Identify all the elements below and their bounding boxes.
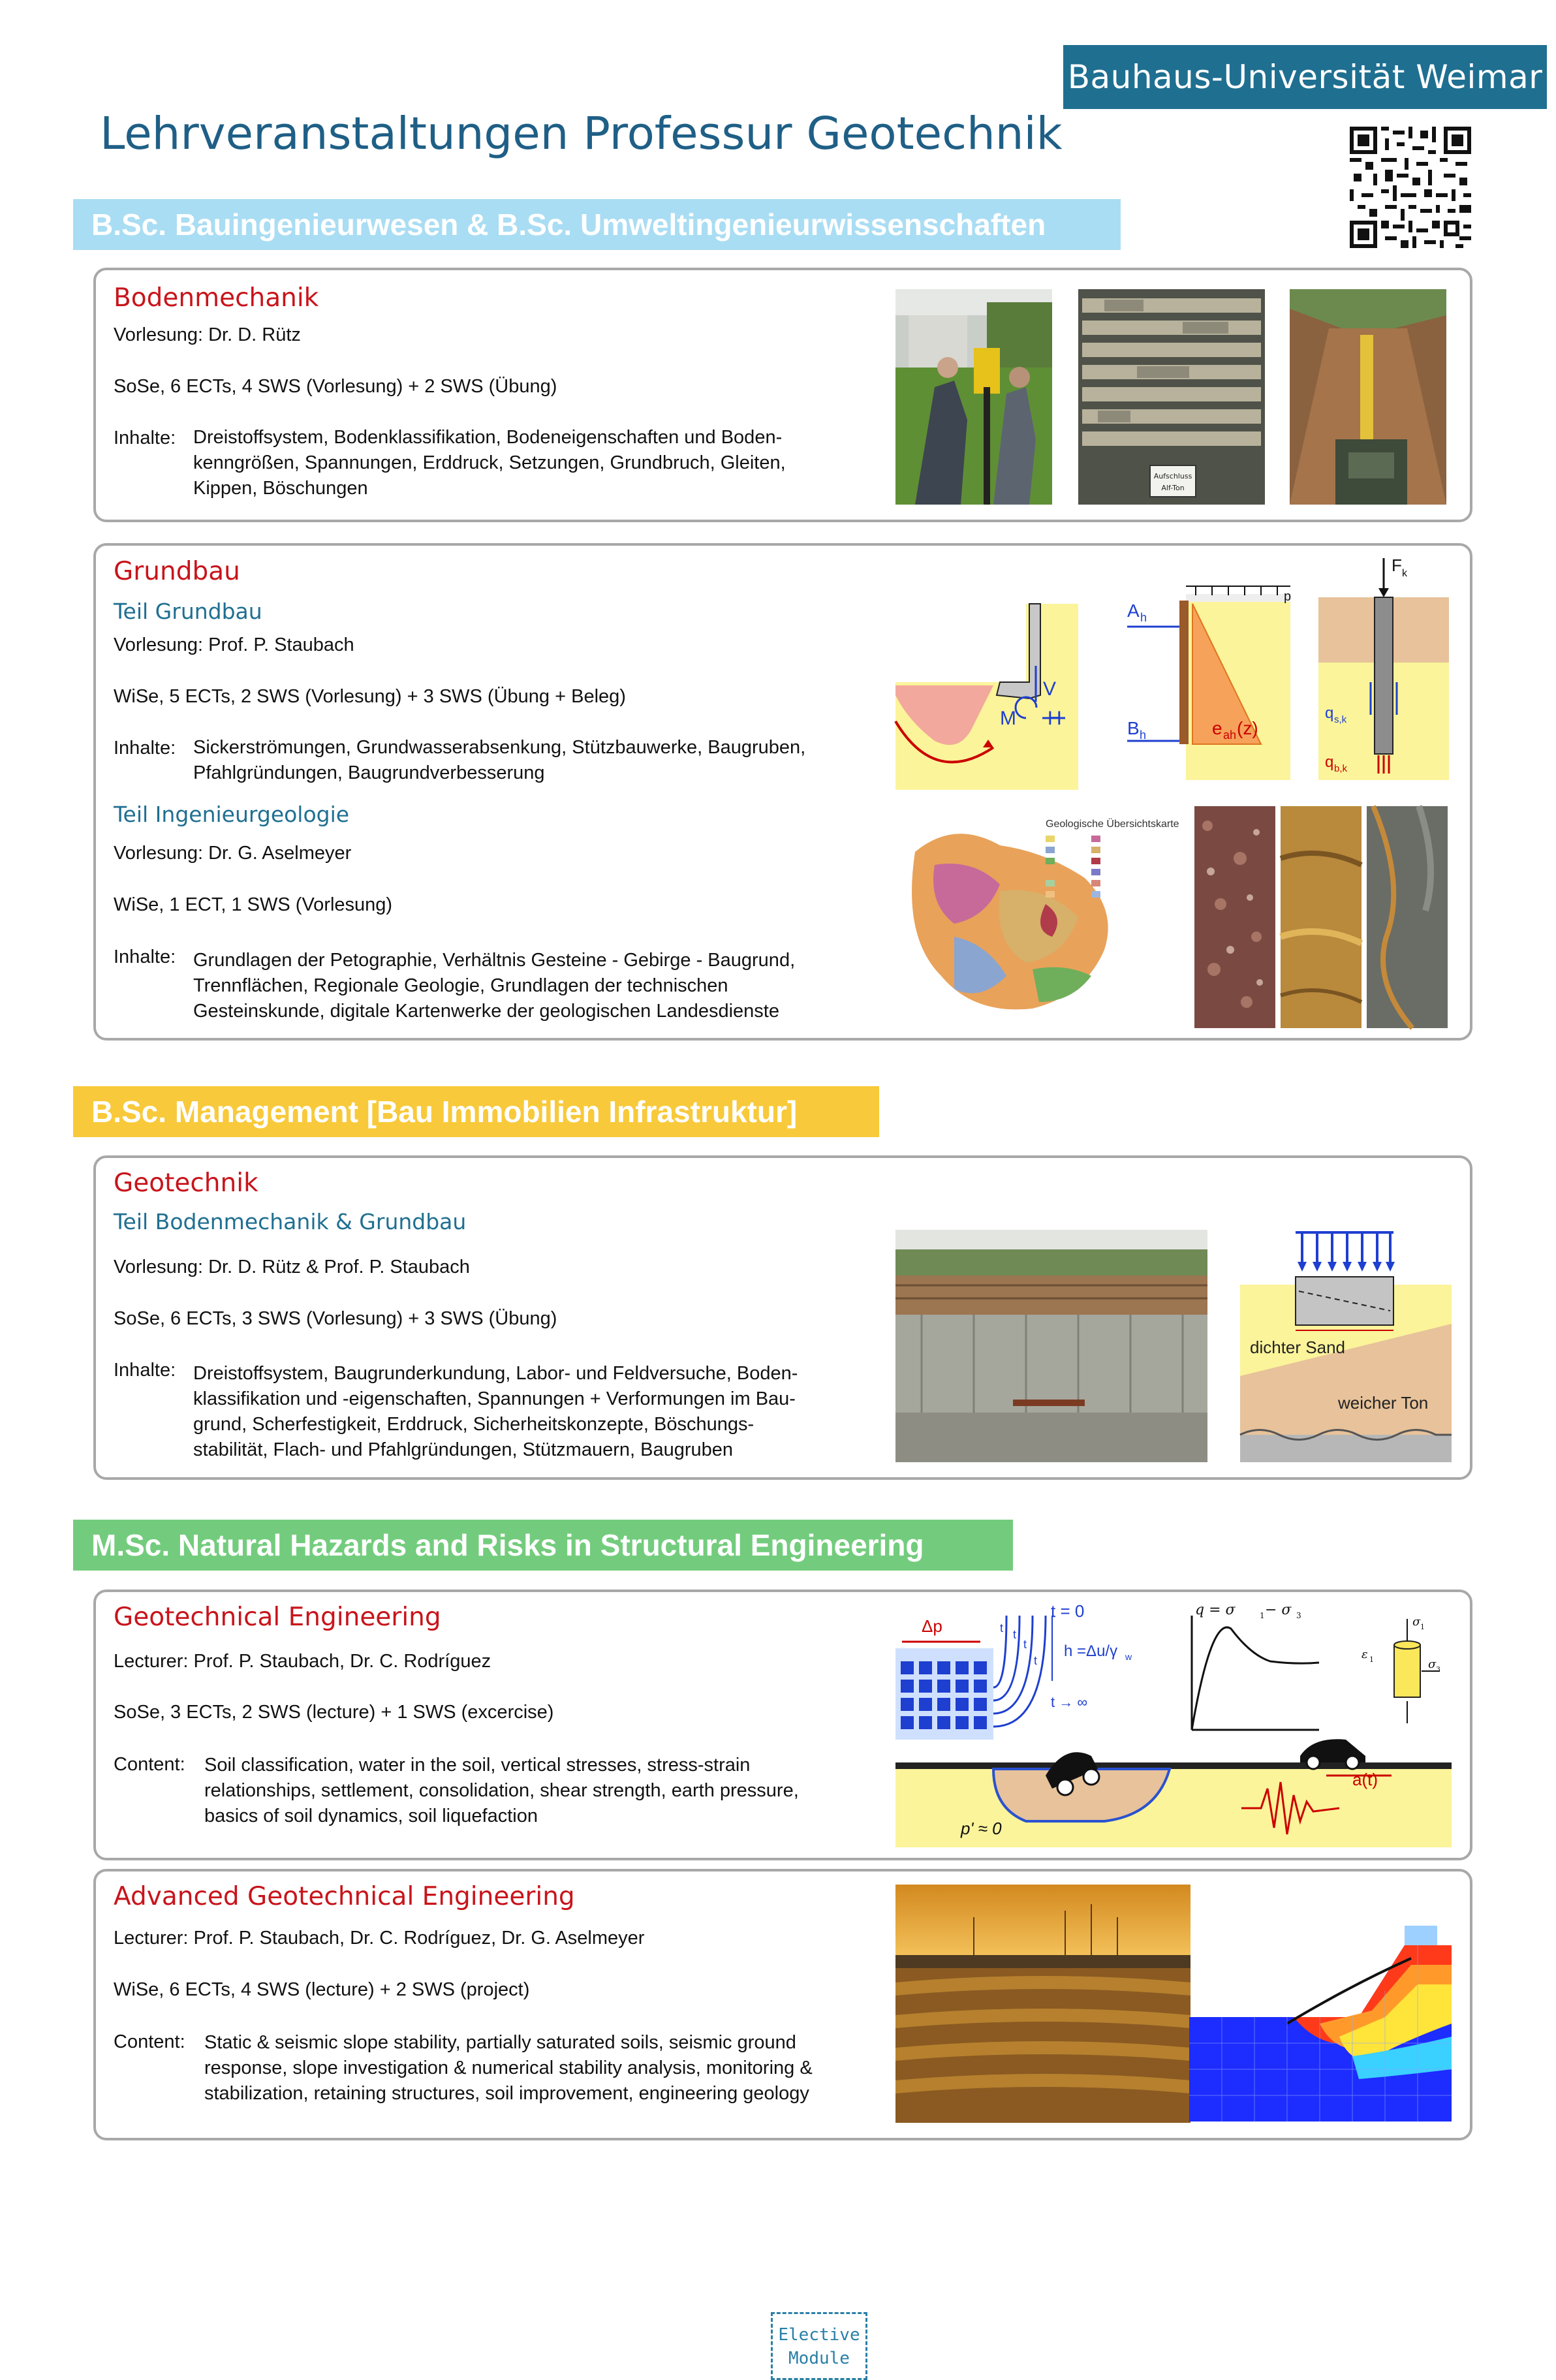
label-qb: q [1325, 753, 1334, 771]
photo-excavation-pit [895, 1230, 1207, 1462]
label-p: p [1284, 589, 1292, 604]
label-q-sub1: 1 [1260, 1611, 1265, 1620]
label-soft-clay: weicher Ton [1338, 1393, 1429, 1413]
qr-code[interactable] [1350, 127, 1471, 248]
diagram-foundation-layers [1240, 1226, 1452, 1462]
label-tinf: t → ∞ [1051, 1694, 1088, 1710]
credits-line: WiSe, 5 ECTs, 2 SWS (Vorlesung) + 3 SWS (Übung + Beleg) [114, 686, 626, 707]
content-label: Content: [114, 1754, 185, 1775]
photo-rock-sandstone [1281, 806, 1362, 1028]
credits-line: SoSe, 3 ECTs, 2 SWS (lecture) + 1 SWS (excercise) [114, 1702, 554, 1723]
sample-label-1: Aufschluss [1153, 472, 1192, 480]
lecture-line: Vorlesung: Prof. P. Staubach [114, 634, 354, 655]
diagram-liquefaction [895, 1736, 1452, 1847]
content-label: Inhalte: [114, 1360, 176, 1381]
lecture-line: Lecturer: Prof. P. Staubach, Dr. C. Rodríguez [114, 1651, 491, 1672]
geological-map [895, 806, 1190, 1028]
label-bh-sub: h [1140, 728, 1147, 742]
label-fk: F [1392, 556, 1402, 575]
label-qs-sub: s,k [1334, 714, 1347, 725]
content-text: Grundlagen der Petographie, Verhältnis Gesteine - Gebirge - Baugrund, Trennflächen, Regionale Geologie, Grundlagen der technischen Gesteinskunde, digitale Kartenwerke der geologischen Landesdienste [193, 950, 796, 1022]
label-at: a(t) [1352, 1770, 1378, 1789]
content-label: Inhalte: [114, 947, 176, 967]
lecture-line: Lecturer: Prof. P. Staubach, Dr. C. Rodríguez, Dr. G. Aselmeyer [114, 1928, 645, 1949]
label-dense-sand: dichter Sand [1250, 1338, 1345, 1357]
label-s3: σ [1428, 1657, 1437, 1671]
course-title-geotechnical-engineering: Geotechnical Engineering [114, 1603, 441, 1632]
label-hu-sub: w [1125, 1652, 1132, 1662]
label-t4: t [1034, 1654, 1038, 1667]
lecture-line: Vorlesung: Dr. D. Rütz & Prof. P. Staubach [114, 1257, 470, 1277]
label-eah-sub: ah [1223, 728, 1237, 742]
label-eah-suffix: (z) [1237, 718, 1258, 738]
label-fk-sub: k [1402, 568, 1407, 579]
diagram-pile [1318, 552, 1449, 780]
content-label: Content: [114, 2031, 185, 2052]
credits-line: SoSe, 6 ECTs, 4 SWS (Vorlesung) + 2 SWS (Übung) [114, 376, 557, 397]
subtitle-teil-ingenieurgeologie: Teil Ingenieurgeologie [114, 802, 350, 827]
label-e1: ε [1362, 1648, 1368, 1661]
lecture-line: Vorlesung: Dr. G. Aselmeyer [114, 843, 352, 864]
label-ah-sub: h [1140, 611, 1147, 624]
chart-stress-strain [1179, 1603, 1322, 1733]
credits-line: WiSe, 6 ECTs, 4 SWS (lecture) + 2 SWS (project) [114, 1979, 530, 2000]
page-title: Lehrveranstaltungen Professur Geotechnik [100, 108, 1063, 160]
credits-line: WiSe, 1 ECT, 1 SWS (Vorlesung) [114, 894, 393, 915]
label-t3: t [1023, 1638, 1027, 1651]
photo-field-drilling [895, 289, 1052, 505]
diagram-slope-stability-fem [1189, 1913, 1452, 2122]
sample-label-2: Alf-Ton [1161, 484, 1185, 492]
label-t1: t [1000, 1621, 1004, 1635]
diagram-consolidation [895, 1601, 1132, 1740]
label-dp: Δp [922, 1616, 942, 1636]
course-title-bodenmechanik: Bodenmechanik [114, 283, 319, 313]
elective-module-badge: Elective Module [771, 2312, 867, 2380]
map-title: Geologische Übersichtskarte [1046, 819, 1179, 830]
banner-msc: M.Sc. Natural Hazards and Risks in Structural Engineering [73, 1520, 1013, 1571]
banner-bsc: B.Sc. Bauingenieurwesen & B.Sc. Umweltingenieurwissenschaften [73, 199, 1121, 250]
label-bh: B [1127, 718, 1140, 738]
course-title-advanced-geotechnical-engineering: Advanced Geotechnical Engineering [114, 1882, 575, 1911]
label-m: M [1000, 708, 1016, 729]
photo-open-pit-mine [895, 1885, 1190, 2123]
label-s1-sub: 1 [1420, 1623, 1425, 1631]
label-q-sub3: 3 [1296, 1611, 1301, 1620]
content-text: Dreistoffsystem, Baugrunderkundung, Labor- und Feldversuche, Boden- klassifikation und -eigenschaften, Spannungen + Verformungen im Bau- grund, Scherfestigkeit, Erddruck, Sicherheitskonzepte, Böschungs- stabilität, Flach- und Pfahlgründungen, Stützmauern, Baugruben [193, 1363, 798, 1460]
subtitle-teil-grundbau: Teil Grundbau [114, 599, 262, 624]
university-badge: Bauhaus-Universität Weimar [1063, 45, 1547, 109]
label-s3-sub: 3 [1436, 1665, 1440, 1674]
lecture-line: Vorlesung: Dr. D. Rütz [114, 324, 301, 345]
label-q: q = σ [1195, 1602, 1236, 1618]
label-qs: q [1325, 704, 1334, 722]
diagram-sheet-pile [1114, 581, 1290, 780]
photo-rock-conglomerate [1194, 806, 1275, 1028]
course-title-grundbau: Grundbau [114, 557, 240, 586]
diagram-triaxial-sample [1348, 1606, 1453, 1736]
banner-management: B.Sc. Management [Bau Immobilien Infrastruktur] [73, 1086, 879, 1137]
label-ah: A [1127, 601, 1140, 621]
content-label: Inhalte: [114, 428, 176, 448]
label-v: V [1043, 678, 1057, 700]
subtitle-teil-bodenmechanik-grundbau: Teil Bodenmechanik & Grundbau [114, 1209, 467, 1234]
content-label: Inhalte: [114, 738, 176, 759]
label-e1-sub: 1 [1369, 1655, 1374, 1664]
content-text: Static & seismic slope stability, partially saturated soils, seismic ground response, slope investigation & numerical stability analysis, monitoring & stabilization, retaining structures, soil improvement, engineering geology [204, 2032, 813, 2104]
credits-line: SoSe, 6 ECTs, 3 SWS (Vorlesung) + 3 SWS (Übung) [114, 1308, 557, 1329]
label-t2: t [1013, 1628, 1017, 1641]
label-p0: p' ≈ 0 [961, 1819, 1002, 1838]
photo-rock-slate [1367, 806, 1448, 1028]
photo-soil-core-boxes [1078, 289, 1265, 505]
label-eah: e [1212, 718, 1222, 738]
content-text: Sickerströmungen, Grundwasserabsenkung, Stützbauwerke, Baugruben, Pfahlgründungen, Baugrundverbesserung [193, 737, 806, 783]
course-title-geotechnik: Geotechnik [114, 1168, 258, 1198]
content-text: Soil classification, water in the soil, vertical stresses, stress-strain relationships, settlement, consolidation, shear strength, earth pressure, basics of soil dynamics, soil liquefaction [204, 1755, 799, 1826]
label-s1: σ [1412, 1615, 1421, 1629]
label-h: H [1048, 708, 1062, 729]
content-text: Dreistoffsystem, Bodenklassifikation, Bodeneigenschaften und Boden- kenngrößen, Spannungen, Erddruck, Setzungen, Grundbruch, Gleiten, Kippen, Böschungen [193, 427, 786, 499]
label-q-mid: − σ [1265, 1602, 1292, 1618]
label-hu: h =Δu/γ [1064, 1642, 1118, 1660]
label-qb-sub: b,k [1334, 763, 1348, 774]
photo-trench [1290, 289, 1446, 505]
label-t0: t = 0 [1051, 1601, 1085, 1621]
diagram-retaining-wall [895, 591, 1078, 790]
